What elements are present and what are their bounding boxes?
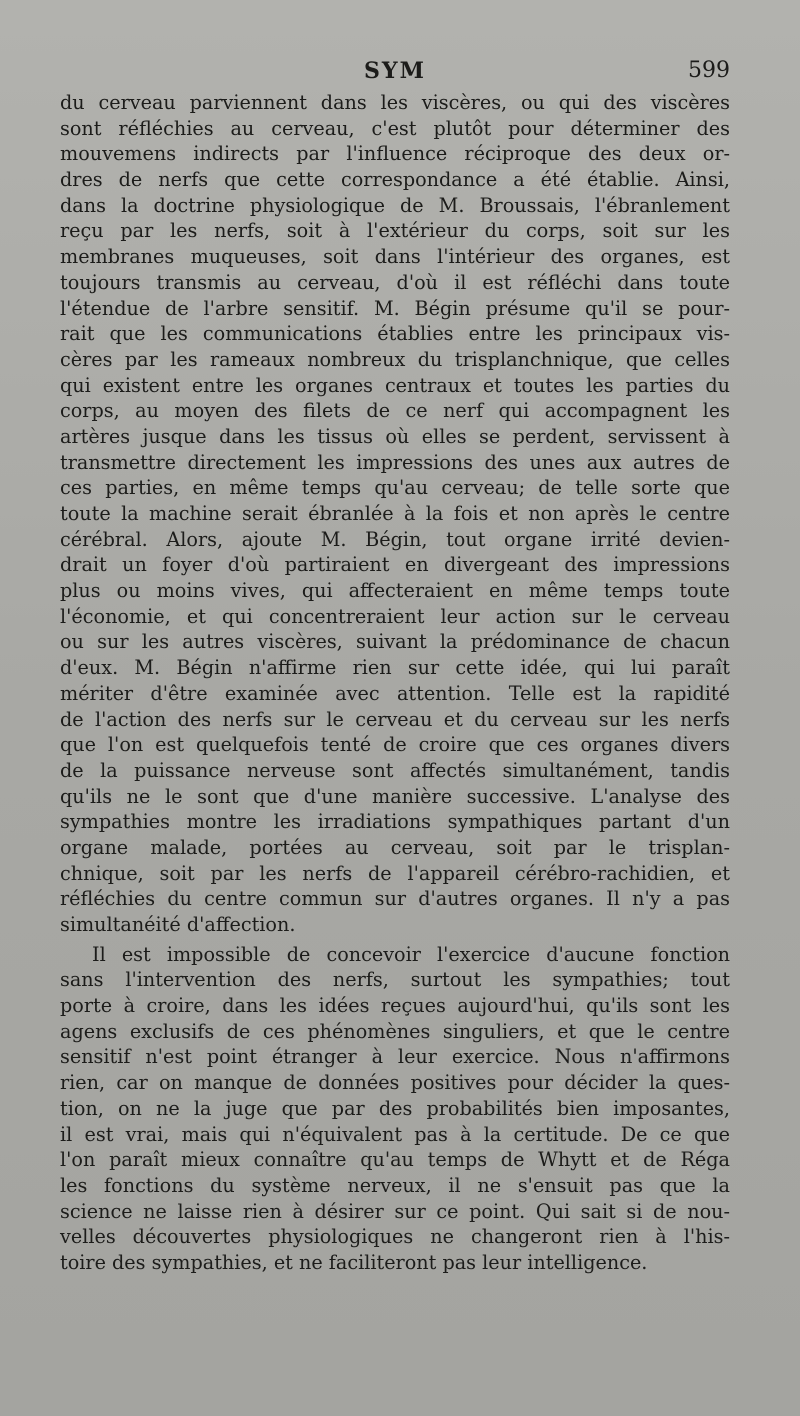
text-line: science ne laisse rien à désirer sur ce point. Qui sait si de nou- (60, 1199, 730, 1223)
text-line: dans la doctrine physiologique de M. Broussais, l'ébranlement (60, 193, 730, 217)
text-line: de l'action des nerfs sur le cerveau et du cerveau sur les nerfs (60, 707, 730, 731)
text-line: cères par les rameaux nombreux du trisplanchnique, que celles (60, 347, 730, 371)
text-line: réfléchies du centre commun sur d'autres organes. Il n'y a pas (60, 887, 730, 911)
text-line: l'étendue de l'arbre sensitif. M. Bégin présume qu'il se pour- (60, 296, 730, 320)
text-line: du cerveau parviennent dans les viscères, ou qui des viscères (60, 91, 730, 114)
text-line: les fonctions du système nerveux, il ne s'ensuit pas que la (60, 1173, 730, 1197)
text-line: qu'ils ne le sont que d'une manière successive. L'analyse des (60, 784, 730, 808)
text-line: porte à croire, dans les idées reçues aujourd'hui, qu'ils sont les (60, 994, 730, 1018)
text-line: il est vrai, mais qui n'équivalent pas à la certitude. De ce que (60, 1122, 730, 1146)
text-line: artères jusque dans les tissus où elles se perdent, servissent à (60, 424, 730, 448)
text-line: d'eux. M. Bégin n'affirme rien sur cette idée, qui lui paraît (60, 656, 730, 680)
text-line: corps, au moyen des filets de ce nerf qui accompagnent les (60, 399, 730, 423)
text-line: qui existent entre les organes centraux et toutes les parties du (60, 373, 730, 397)
paragraph-1 (60, 90, 730, 938)
text-line: l'on paraît mieux connaître qu'au temps de Whytt et de Réga (60, 1148, 730, 1172)
text-line: reçu par les nerfs, soit à l'extérieur du corps, soit sur les (60, 219, 730, 243)
paragraph-2 (60, 942, 730, 1276)
text-line: simultanéité d'affection. (60, 913, 296, 936)
text-line: toire des sympathies, et ne faciliteront pas leur intelligence. (60, 1250, 648, 1274)
text-line: tion, on ne la juge que par des probabilités bien imposantes, (60, 1096, 730, 1120)
text-line: mériter d'être examinée avec attention. Telle est la rapidité (60, 681, 730, 705)
page-number: 599 (688, 58, 730, 83)
text-line: membranes muqueuses, soit dans l'intérieur des organes, est (60, 245, 730, 269)
text-line: Il est impossible de concevoir l'exercice d'aucune fonction (92, 942, 730, 966)
text-line: toute la machine serait ébranlée à la fois et non après le centre (60, 502, 730, 525)
text-line: sensitif n'est point étranger à leur exercice. Nous n'affirmons (60, 1045, 730, 1069)
text-line: ou sur les autres viscères, suivant la prédominance de chacun (60, 630, 730, 654)
text-line: mouvemens indirects par l'influence réciproque des deux or- (60, 142, 730, 166)
text-line: que l'on est quelquefois tenté de croire que ces organes divers (60, 733, 730, 757)
body-text (60, 90, 730, 1276)
text-line: transmettre directement les impressions des unes aux autres de (60, 450, 730, 474)
text-line: plus ou moins vives, qui affecteraient en même temps toute (60, 579, 730, 603)
text-line: sans l'intervention des nerfs, surtout les sympathies; tout (60, 968, 730, 992)
text-line: rait que les communications établies entre les principaux vis- (60, 322, 730, 346)
text-line: organe malade, portées au cerveau, soit par le trisplan- (60, 835, 730, 859)
text-line: de la puissance nerveuse sont affectés simultanément, tandis (60, 758, 730, 782)
running-head-title: SYM (364, 58, 426, 84)
text-line: cérébral. Alors, ajoute M. Bégin, tout organe irrité devien- (60, 527, 730, 551)
text-line: rien, car on manque de données positives pour décider la ques- (60, 1071, 730, 1095)
text-line: drait un foyer d'où partiraient en divergeant des impressions (60, 553, 730, 577)
running-head (60, 58, 730, 88)
text-line: chnique, soit par les nerfs de l'appareil cérébro-rachidien, et (60, 861, 730, 885)
text-line: toujours transmis au cerveau, d'où il est réfléchi dans toute (60, 270, 730, 294)
text-line: l'économie, et qui concentreraient leur action sur le cerveau (60, 604, 730, 628)
text-line: sont réfléchies au cerveau, c'est plutôt pour déterminer des (60, 116, 730, 140)
text-line: dres de nerfs que cette correspondance a été établie. Ainsi, (60, 168, 730, 192)
text-line: ces parties, en même temps qu'au cerveau; de telle sorte que (60, 476, 730, 500)
text-line: agens exclusifs de ces phénomènes singuliers, et que le centre (60, 1019, 730, 1043)
text-line: sympathies montre les irradiations sympathiques partant d'un (60, 810, 730, 834)
text-line: velles découvertes physiologiques ne changeront rien à l'his- (60, 1225, 730, 1249)
